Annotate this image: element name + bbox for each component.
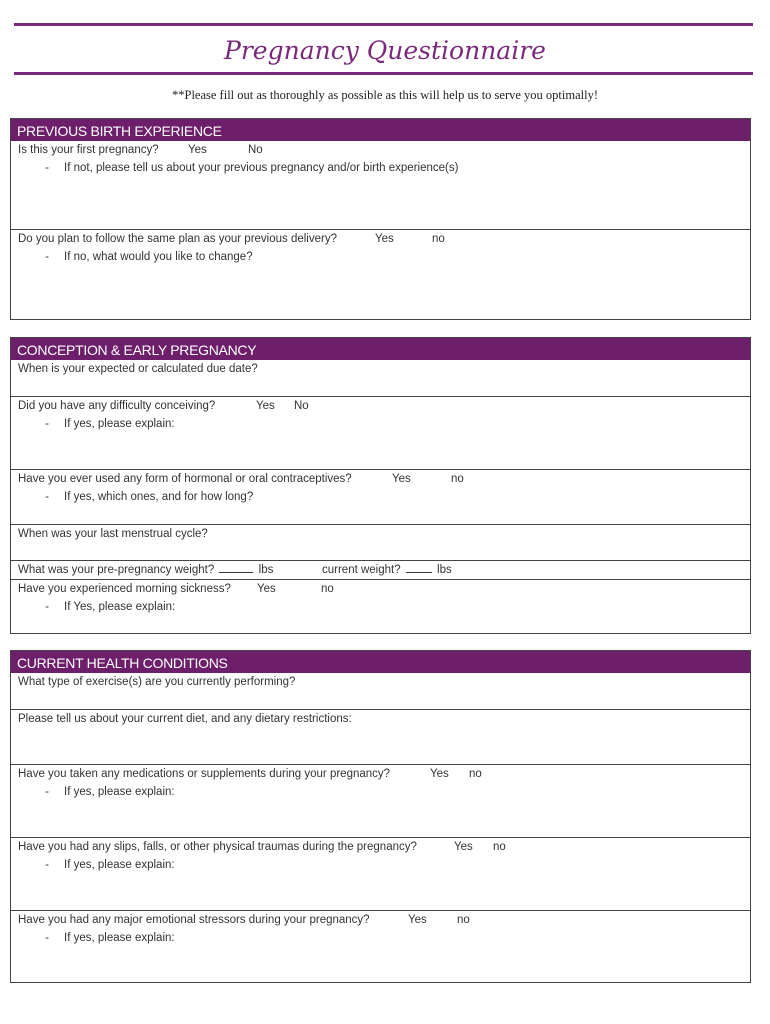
question-text: When is your expected or calculated due date?	[18, 363, 258, 375]
yes-option[interactable]: Yes	[430, 768, 449, 780]
question-due-date[interactable]	[11, 360, 750, 396]
no-option[interactable]: no	[432, 233, 445, 245]
question-text: When was your last menstrual cycle?	[18, 528, 208, 540]
section-header: PREVIOUS BIRTH EXPERIENCE	[11, 119, 750, 141]
dash-bullet: -	[45, 601, 49, 613]
question-exercise[interactable]	[11, 673, 750, 709]
sub-question: If yes, please explain:	[64, 932, 175, 944]
no-option[interactable]: no	[469, 768, 482, 780]
dash-bullet: -	[45, 251, 49, 263]
question-diet[interactable]	[11, 709, 750, 764]
question-traumas[interactable]	[11, 837, 750, 910]
question-text: Have you taken any medications or supplements during your pregnancy?	[18, 768, 391, 780]
sub-question: If yes, please explain:	[64, 418, 175, 430]
section-health	[10, 650, 751, 983]
sub-question: If yes, please explain:	[64, 859, 175, 871]
dash-bullet: -	[45, 418, 49, 430]
no-option[interactable]: no	[451, 473, 464, 485]
yes-option[interactable]: Yes	[256, 400, 275, 412]
dash-bullet: -	[45, 859, 49, 871]
sub-question: If yes, which ones, and for how long?	[64, 491, 254, 503]
no-option[interactable]: no	[493, 841, 506, 853]
question-contraceptives[interactable]	[11, 469, 750, 524]
section-previous-birth	[10, 118, 751, 320]
section-header: CONCEPTION & EARLY PREGNANCY	[11, 338, 750, 360]
question-text: What type of exercise(s) are you currently performing?	[18, 676, 296, 688]
question-text: Did you have any difficulty conceiving?	[18, 400, 216, 412]
no-option[interactable]: No	[294, 400, 309, 412]
sub-question: If yes, please explain:	[64, 786, 175, 798]
section-header: CURRENT HEALTH CONDITIONS	[11, 651, 750, 673]
no-option[interactable]: No	[248, 144, 263, 156]
question-text: Do you plan to follow the same plan as your previous delivery?	[18, 233, 337, 245]
unit-label: lbs	[437, 564, 452, 576]
unit-label: lbs	[258, 564, 274, 576]
question-first-pregnancy[interactable]	[11, 141, 750, 229]
yes-option[interactable]: Yes	[188, 144, 207, 156]
dash-bullet: -	[45, 491, 49, 503]
yes-option[interactable]: Yes	[375, 233, 394, 245]
yes-option[interactable]: Yes	[454, 841, 473, 853]
dash-bullet: -	[45, 932, 49, 944]
no-option[interactable]: no	[457, 914, 470, 926]
question-last-cycle[interactable]	[11, 524, 750, 560]
dash-bullet: -	[45, 786, 49, 798]
question-weight-sickness[interactable]	[11, 560, 750, 634]
top-rule	[14, 23, 753, 26]
title-rule	[14, 72, 753, 75]
question-text: Have you had any slips, falls, or other physical traumas during the pregnancy?	[18, 841, 417, 853]
weight-line	[11, 561, 750, 579]
no-option[interactable]: no	[321, 583, 334, 595]
question-text: Please tell us about your current diet, and any dietary restrictions:	[18, 713, 352, 725]
question-medications[interactable]	[11, 764, 750, 837]
instructions: **Please fill out as thoroughly as possible as this will help us to serve you optimally!	[172, 88, 598, 102]
question-text: Have you had any major emotional stressors during your pregnancy?	[18, 914, 370, 926]
current-weight-field[interactable]	[406, 561, 432, 573]
question-text: Is this your first pregnancy?	[18, 144, 159, 156]
page-title: Pregnancy Questionnaire	[224, 36, 546, 65]
pre-weight-field[interactable]	[219, 561, 253, 573]
dash-bullet: -	[45, 162, 49, 174]
question-stressors[interactable]	[11, 910, 750, 982]
question-text: Have you experienced morning sickness?	[18, 583, 231, 595]
question-difficulty-conceiving[interactable]	[11, 396, 750, 469]
yes-option[interactable]: Yes	[257, 583, 276, 595]
question-text: What was your pre-pregnancy weight?	[18, 564, 215, 576]
question-morning-sickness[interactable]	[11, 579, 750, 616]
section-conception	[10, 337, 751, 634]
current-weight-label: current weight? lbs	[322, 561, 452, 579]
yes-option[interactable]: Yes	[408, 914, 427, 926]
yes-option[interactable]: Yes	[392, 473, 411, 485]
sub-question: If Yes, please explain:	[64, 601, 176, 613]
sub-question: If not, please tell us about your previous pregnancy and/or birth experience(s)	[64, 162, 459, 174]
sub-question: If no, what would you like to change?	[64, 251, 253, 263]
question-text: Have you ever used any form of hormonal or oral contraceptives?	[18, 473, 352, 485]
question-same-plan[interactable]	[11, 229, 750, 320]
